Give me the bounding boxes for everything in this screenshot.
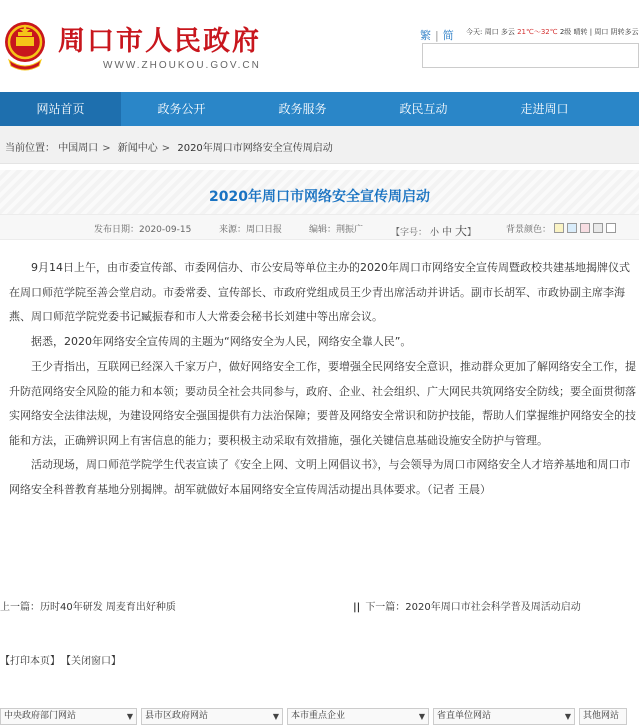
article-source: 来源：周口日报 xyxy=(219,225,283,235)
article-paragraph: 9月14日上午，由市委宣传部、市委网信办、市公安局等单位主办的2020年周口市网络安全宣传周暨政校共建基地揭牌仪式在周口师范学院至善会堂启动。市委常委、宣传部长、市政府党组成员王少青出席活动并讲话。副市长胡军、市政协副主席李海燕、周口师范学院党委书记臧振春和市人大常委会秘书长刘建中等出席会议。 xyxy=(9,261,630,324)
bg-color-pink-swatch[interactable] xyxy=(580,223,590,233)
article-paragraph: 据悉，2020年网络安全宣传周的主题为“网络安全为人民，网络安全靠人民”。 xyxy=(31,335,412,348)
font-size-label: 【字号： xyxy=(391,228,428,238)
article-meta xyxy=(0,214,639,240)
link-select-label: 县市区政府网站 xyxy=(145,711,209,721)
breadcrumb-link-news-center[interactable]: 新闻中心 xyxy=(117,143,158,154)
font-size-large-button[interactable]: 大 xyxy=(455,224,468,238)
bg-color-control xyxy=(506,222,616,235)
article-body xyxy=(9,256,639,502)
site-header xyxy=(0,0,639,92)
nav-item-about-zhoukou[interactable]: 走进周口 xyxy=(520,102,569,116)
font-size-control xyxy=(391,222,476,239)
article-paragraph: 王少青指出，互联网已经深入千家万户，做好网络安全工作，要增强全民网络安全意识，推动群众更加了解网络安全工作，提升防范网络安全风险的能力和本领；要动员全社会共同参与，政府、企业、社会组织、广大网民共筑网络安全防线；要全面贯彻落实网络安全法律法规，为建设网络安全强国提供有力法治保障；要普及网络安全常识和防护技能，帮助人们掌握维护网络安全的技能和方法，正确辨识网上有害信息的能力；要积极主动采取有效措施，强化关键信息基础设施安全防护与管理。 xyxy=(9,360,636,447)
breadcrumb-bar xyxy=(0,126,639,164)
font-size-close-bracket: 】 xyxy=(467,228,477,238)
chevron-down-icon: ▼ xyxy=(272,712,279,721)
article-editor: 编辑：荆振广 xyxy=(309,225,364,235)
nav-item-gov-services[interactable]: 政务服务 xyxy=(278,102,327,116)
bg-color-yellow-swatch[interactable] xyxy=(554,223,564,233)
breadcrumb-separator: > xyxy=(161,143,171,154)
site-title: 周口市人民政府 xyxy=(58,26,261,57)
publish-date: 发布日期：2020-09-15 xyxy=(94,225,192,235)
weather-extra: 晴转 | 周口 阴转多云 xyxy=(573,28,639,36)
weather-condition: 多云 xyxy=(500,28,515,36)
lang-divider: | xyxy=(435,29,439,42)
weather-widget xyxy=(466,27,639,37)
weather-label: 今天: xyxy=(466,28,483,36)
page-tools xyxy=(0,652,127,667)
bg-color-blue-swatch[interactable] xyxy=(567,223,577,233)
nav-item-gov-affairs[interactable]: 政务公开 xyxy=(157,102,206,116)
language-switch xyxy=(420,27,454,43)
site-url: WWW.ZHOUKOU.GOV.CN xyxy=(103,60,261,71)
article-title: 2020年周口市网络安全宣传周启动 xyxy=(209,189,430,205)
prev-next-nav xyxy=(0,598,639,614)
link-select-label: 省直单位网站 xyxy=(437,711,492,721)
font-size-small-button[interactable]: 小 xyxy=(430,228,440,238)
national-emblem-icon xyxy=(3,20,47,72)
chevron-down-icon: ▼ xyxy=(564,712,571,721)
bg-color-label: 背景颜色： xyxy=(506,225,552,235)
font-size-medium-button[interactable]: 中 xyxy=(442,227,453,238)
link-select-county-gov[interactable] xyxy=(141,708,283,725)
traditional-chinese-link[interactable]: 繁 xyxy=(420,29,431,42)
breadcrumb xyxy=(5,139,333,154)
weather-temperature: 21℃～32℃ xyxy=(517,28,558,36)
breadcrumb-link-china-zhoukou[interactable]: 中国周口 xyxy=(58,143,99,154)
bg-color-white-swatch[interactable] xyxy=(606,223,616,233)
next-article-link[interactable] xyxy=(353,598,581,613)
next-divider-icon: || xyxy=(353,602,361,613)
breadcrumb-separator: > xyxy=(102,143,111,154)
close-window-button[interactable]: 【关闭窗口】 xyxy=(66,656,121,667)
chevron-down-icon: ▼ xyxy=(418,712,425,721)
nav-item-home[interactable]: 网站首页 xyxy=(0,92,121,126)
article-title-band xyxy=(0,170,639,214)
nav-item-interaction[interactable]: 政民互动 xyxy=(399,102,448,116)
link-select-central-gov[interactable] xyxy=(0,708,137,725)
breadcrumb-current: 2020年周口市网络安全宣传周启动 xyxy=(177,143,333,154)
print-page-button[interactable]: 【打印本页】 xyxy=(0,656,60,667)
link-select-provincial-units[interactable] xyxy=(433,708,575,725)
prev-article-link[interactable]: 上一篇：历时40年研发 周麦育出好种质 xyxy=(0,602,176,613)
link-select-label: 本市重点企业 xyxy=(291,711,346,721)
link-select-label: 其他网站 xyxy=(583,711,620,721)
link-select-label: 中央政府部门网站 xyxy=(4,711,77,721)
search-input[interactable] xyxy=(422,43,639,68)
next-article-label: 下一篇：2020年周口市社会科学普及周活动启动 xyxy=(365,602,581,613)
bg-color-gray-swatch[interactable] xyxy=(593,223,603,233)
main-nav xyxy=(0,92,639,126)
link-select-key-enterprises[interactable] xyxy=(287,708,429,725)
simplified-chinese-link[interactable]: 简 xyxy=(442,29,454,42)
article-paragraph: 活动现场，周口师范学院学生代表宣读了《安全上网、文明上网倡议书》，与会领导为周口市网络安全人才培养基地和周口市网络安全科普教育基地分别揭牌。胡军就做好本届网络安全宣传周活动提出具体要求。（记者 王晨） xyxy=(9,458,631,496)
chevron-down-icon: ▼ xyxy=(126,712,133,721)
related-links-row xyxy=(0,708,639,725)
link-select-other-sites[interactable] xyxy=(579,708,627,725)
weather-wind: 2级 xyxy=(559,28,572,36)
breadcrumb-label: 当前位置： xyxy=(5,143,55,154)
weather-city: 周口 xyxy=(484,28,499,36)
